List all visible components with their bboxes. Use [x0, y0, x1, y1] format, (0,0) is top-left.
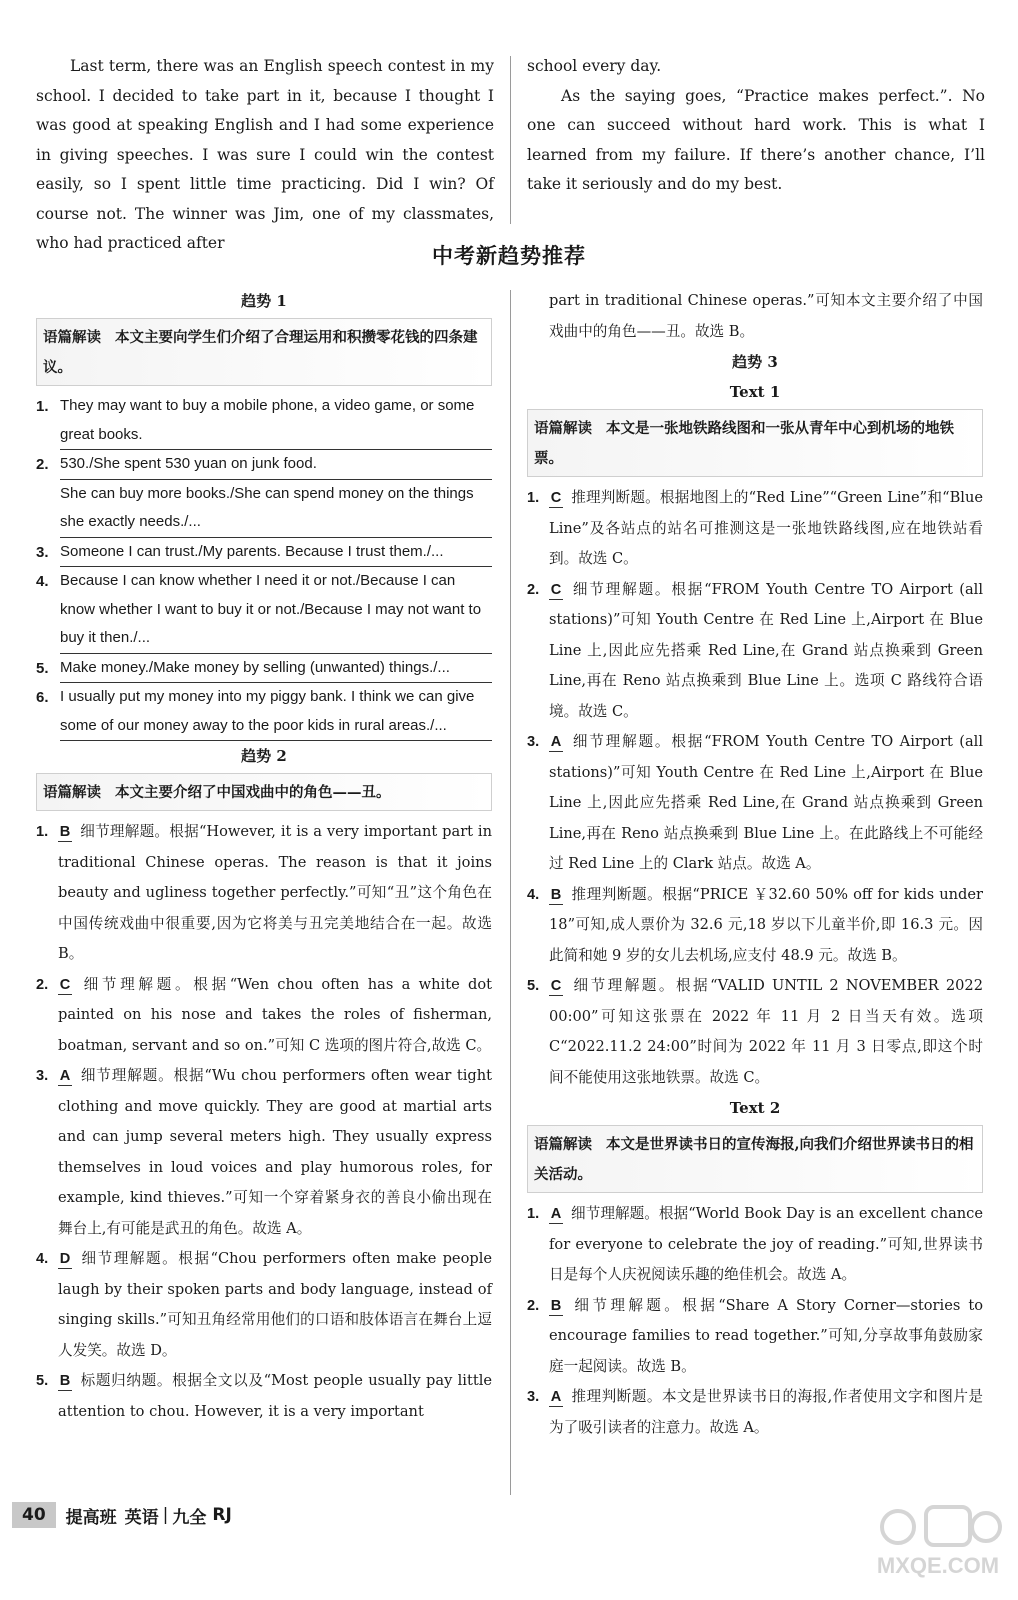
explanation-text: 细节理解题。根据“Wu chou performers often wear tight clothing and move quickly. They are good at martial arts and can jump several meters high. They usually express themselves in loud voices and play humorous roles, for example, kind thieves.”可知一个穿着紧身衣的善良小偷出现在舞台上,有可能是武丑的角色。故选 A。	[58, 1067, 492, 1237]
question-number: 1.	[527, 490, 540, 506]
explanation-text: 细节理解题。根据“Chou performers often make people laugh by their spoken parts and body language, instead of singing skills.”可知丑角经常用他们的口语和肢体语言在舞台上逗人发笑。故选 D。	[58, 1250, 492, 1359]
answer-letter: C	[550, 490, 562, 506]
question-item	[527, 880, 983, 972]
question-number: 3.	[527, 1389, 540, 1405]
answer-number: 3.	[36, 543, 49, 561]
explanation-text: 细节理解题。根据“VALID UNTIL 2 NOVEMBER 2022 00:00”可知这张票在 2022 年 11 月 2 日当天有效。选项 C“2022.11.2 24:00”时间为 2022 年 11 月 3 日零点,即这个时间不能使用这张地铁票。故选 C。	[549, 977, 983, 1086]
question-number: 2.	[527, 581, 540, 598]
answer-letter: C	[59, 976, 71, 993]
watermark-logo	[868, 1503, 1008, 1583]
question-item	[36, 1061, 492, 1244]
question-number: 3.	[36, 1068, 49, 1084]
trend2-heading: 趋势 2	[241, 747, 287, 765]
text2-reading-box	[527, 1125, 983, 1193]
text1-reading-box	[527, 409, 983, 477]
page-number: 40	[12, 1502, 56, 1528]
question-number: 4.	[36, 1251, 49, 1267]
answer-number: 6.	[36, 689, 49, 706]
answer-letter: A	[550, 1389, 562, 1405]
answer-letter: A	[550, 734, 562, 750]
question-item	[527, 1199, 983, 1291]
story-right-column	[527, 52, 985, 200]
trend3-heading: 趋势 3	[732, 353, 778, 371]
reading-label: 语篇解读	[43, 329, 101, 346]
question-number: 5.	[36, 1373, 49, 1389]
reading-label: 语篇解读	[43, 784, 101, 801]
answer-text: Because I can know whether I need it or not./Because I can know whether I want to buy it or not./Because I may not want to buy it then./...	[60, 567, 492, 654]
answer-item	[36, 683, 492, 741]
reading-summary: 本文是世界读书日的宣传海报,向我们介绍世界读书日的相关活动。	[534, 1136, 974, 1183]
column-divider-top	[510, 56, 511, 224]
answer-letter: D	[59, 1251, 71, 1267]
answer-letter: B	[550, 1297, 562, 1314]
text2-heading: Text 2	[729, 1099, 781, 1117]
explanation-text: 细节理解题。根据“However, it is a very important part in traditional Chinese operas. The reason is that it joins beauty and ugliness together perfectly.”可知“丑”这个角色在中国传统戏曲中很重要,因为它将美与丑完美地结合在一起。故选 B。	[58, 823, 492, 962]
trend1-heading: 趋势 1	[241, 292, 287, 310]
explanation-text: 推理判断题。根据地图上的“Red Line”“Green Line”和“Blue Line”及各站点的站名可推测这是一张地铁路线图,应在地铁站看到。故选 C。	[549, 489, 983, 567]
explanation-text: 细节理解题。根据“FROM Youth Centre TO Airport (all stations)”可知 Youth Centre 在 Red Line 上,Airport 在 Blue Line 上,因此应先搭乘 Red Line,在 Grand 站点换乘到 Green Line,再在 Reno 站点换乘到 Blue Line 上。选项 C 路线符合语境。故选 C。	[549, 580, 983, 720]
explanation-text: 推理判断题。本文是世界读书日的海报,作者使用文字和图片是为了吸引读者的注意力。故选 A。	[549, 1388, 983, 1436]
question-item	[527, 971, 983, 1093]
answer-letter: A	[59, 1068, 71, 1084]
story-left-column	[36, 52, 494, 259]
question-item	[527, 727, 983, 880]
answer-letter: B	[59, 1373, 71, 1389]
book-subject: 英语	[124, 1507, 159, 1528]
answer-item	[36, 654, 492, 684]
question-number: 2.	[527, 1297, 540, 1314]
story-paragraph-2b: As the saying goes, “Practice makes perfect.”. No one can succeed without hard work. This is what I learned from my failure. If there’s another chance, I’ll take it seriously and do my best.	[527, 86, 985, 193]
explanation-text: 细节理解题。根据“FROM Youth Centre TO Airport (all stations)”可知 Youth Centre 在 Red Line 上,Airport 在 Blue Line 上,因此应先搭乘 Red Line,在 Grand 站点换乘到 Green Line,再在 Reno 站点换乘到 Blue Line 上。在此路线上不可能经过 Red Line 上的 Clark 站点。故选 A。	[549, 733, 983, 872]
explanation-text: 细节理解题。根据“World Book Day is an excellent chance for everyone to celebrate the joy of reading.”可知,世界读书日是每个人庆祝阅读乐趣的绝佳机会。故选 A。	[549, 1205, 983, 1283]
answer-text: 530./She spent 530 yuan on junk food.	[60, 450, 492, 480]
story-paragraph-2a: school every day.	[527, 57, 662, 75]
column-divider-main	[510, 290, 511, 1495]
reading-summary: 本文是一张地铁路线图和一张从青年中心到机场的地铁票。	[534, 420, 954, 467]
question-number: 4.	[527, 886, 540, 903]
section-title: 中考新趋势推荐	[432, 244, 586, 268]
question-item	[527, 575, 983, 728]
answer-number: 5.	[36, 659, 49, 677]
question-continuation	[527, 286, 983, 347]
answer-text: They may want to buy a mobile phone, a video game, or some great books.	[60, 392, 492, 450]
question-item	[527, 1291, 983, 1383]
answer-letter: B	[59, 824, 71, 840]
explanation-text: 细节理解题。根据“Wen chou often has a white dot painted on his nose and takes the roles of fisherman, boatman, servant and so on.”可知 C 选项的图片符合,故选 C。	[58, 975, 492, 1054]
left-answer-column	[36, 286, 492, 1427]
book-edition: RJ	[212, 1505, 232, 1525]
question-item	[36, 1366, 492, 1427]
answer-letter: C	[550, 581, 562, 598]
answer-number: 2.	[36, 456, 49, 473]
answer-text: She can buy more books./She can spend money on the things she exactly needs./...	[60, 480, 492, 538]
text1-heading: Text 1	[729, 383, 781, 401]
book-grade: 九全	[172, 1507, 207, 1528]
answer-item	[36, 567, 492, 654]
question-number: 3.	[527, 734, 540, 750]
question-number: 1.	[36, 824, 49, 840]
answer-text: Make money./Make money by selling (unwanted) things./...	[60, 654, 492, 684]
answer-number: 4.	[36, 573, 49, 590]
watermark-text: MXQE.COM	[876, 1553, 1000, 1578]
question-number: 5.	[527, 978, 540, 994]
answer-text: I usually put my money into my piggy bank. I think we can give some of our money away to the poor kids in rural areas./...	[60, 683, 492, 741]
question-number: 1.	[527, 1206, 540, 1222]
explanation-text: part in traditional Chinese operas.”可知本文主要介绍了中国戏曲中的角色——丑。故选 B。	[549, 292, 983, 340]
story-paragraph-1: Last term, there was an English speech contest in my school. I decided to take part in it, because I thought I was good at speaking English and I had some experience in giving speeches. I was sure I could win the contest easily, so I spent little time practicing. Did I win? Of course not. The winner was Jim, one of my classmates, who had practiced after	[36, 57, 494, 252]
reading-label: 语篇解读	[534, 1136, 592, 1153]
answer-letter: A	[550, 1206, 562, 1222]
answer-number: 1.	[36, 398, 49, 415]
reading-summary: 本文主要向学生们介绍了合理运用和积攒零花钱的四条建议。	[43, 329, 478, 376]
question-item	[36, 970, 492, 1062]
reading-summary: 本文主要介绍了中国戏曲中的角色——丑。	[115, 784, 391, 801]
trend1-reading-box	[36, 318, 492, 386]
reading-label: 语篇解读	[534, 420, 592, 437]
question-item	[36, 1244, 492, 1366]
trend2-reading-box	[36, 773, 492, 811]
question-item	[527, 1382, 983, 1443]
answer-letter: C	[550, 978, 562, 994]
answer-item	[36, 392, 492, 450]
question-item	[36, 817, 492, 970]
question-number: 2.	[36, 976, 49, 993]
explanation-text: 推理判断题。根据“PRICE ￥32.60 50% off for kids under 18”可知,成人票价为 32.6 元,18 岁以下儿童半价,即 16.3 元。因此简和她 9 岁的女儿去机场,应支付 48.9 元。故选 B。	[549, 885, 983, 964]
page-footer: 40 提高班 英语 | 九全 RJ	[12, 1502, 232, 1528]
answer-item	[36, 538, 492, 568]
book-series: 提高班	[65, 1507, 117, 1528]
answer-text: Someone I can trust./My parents. Because I trust them./...	[60, 538, 492, 568]
explanation-text: 细节理解题。根据“Share A Story Corner—stories to encourage families to read together.”可知,分享故事角鼓励家庭一起阅读。故选 B。	[549, 1296, 983, 1375]
explanation-text: 标题归纳题。根据全文以及“Most people usually pay little attention to chou. However, it is a very important	[58, 1372, 492, 1420]
right-answer-column	[527, 286, 983, 1443]
answer-item	[36, 450, 492, 538]
question-item	[527, 483, 983, 575]
answer-letter: B	[550, 886, 562, 903]
